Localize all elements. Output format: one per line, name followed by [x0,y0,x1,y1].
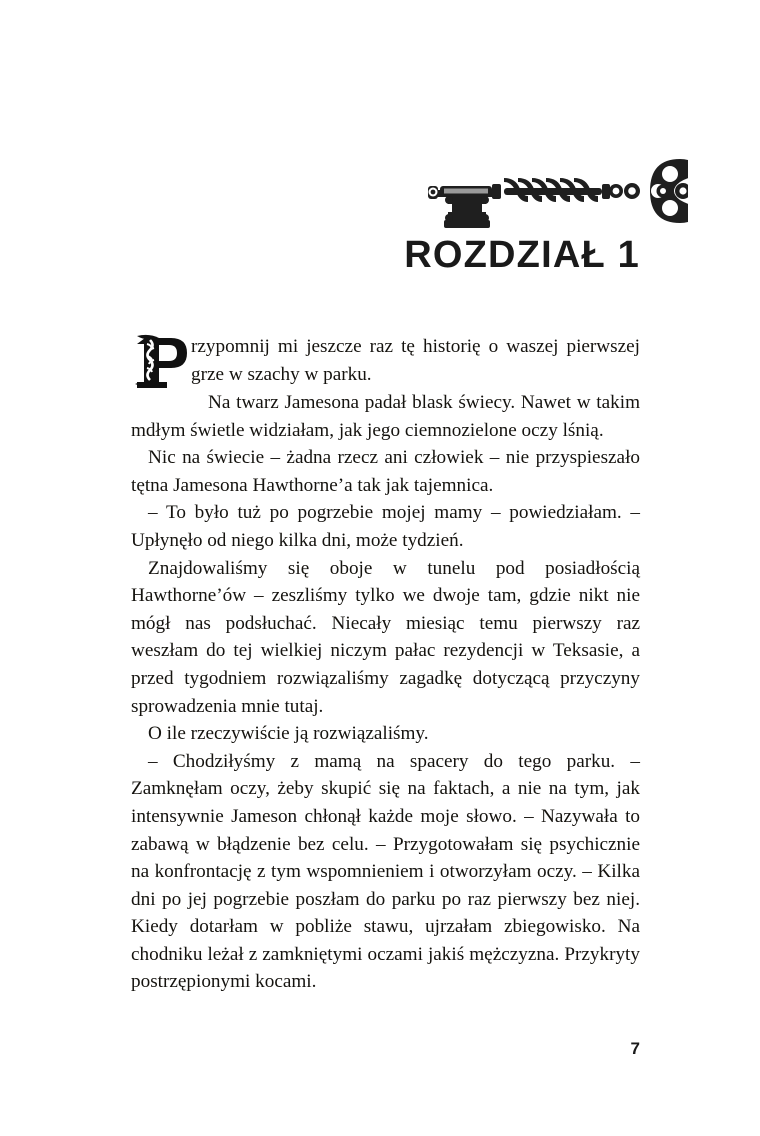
chapter-title: ROZDZIAŁ 1 [404,234,640,276]
paragraph: Nic na świecie – żadna rzecz ani człowiek – nie przyspieszało tętna Jamesona Hawthorne’a tak jak tajemnica. [131,447,640,496]
paragraph: – To było tuż po pogrzebie mojej mamy – powiedziałam. – Upłynęło od niego kilka dni, może tydzień. [131,502,640,551]
paragraph [131,333,640,389]
paragraph: – Chodziłyśmy z mamą na spacery do tego parku. – Zamknęłam oczy, żeby skupić się na faktach, a nie na tym, jak intensywnie Jameson chłonął każde moje słowo. – Nazywała to zabawą w błądzenie bez celu. – Przygotowałam się psychicznie na konfrontację z tym wspomnieniem i otworzyłam oczy. – Kilka dni po jej pogrzebie poszłam do parku po raz pierwszy bez niej. Kiedy dotarłam w pobliże stawu, ujrzałam zbiegowisko. Na chodniku leżał z zamkniętymi oczami jakiś mężczyzna. Przykryty postrzępionymi kocami. [131,750,640,993]
page-number: 7 [630,1039,640,1058]
drop-cap-p [131,334,189,390]
paragraph: Znajdowaliśmy się oboje w tunelu pod posiadłością Hawthorne’ów – zeszliśmy tylko we dwoje tam, gdzie nikt nie mógł nas podsłuchać. Niecały miesiąc temu pierwszy raz weszłam do tej wielkiej niczym pałac rezydencji w Teksasie, a przed tygodniem rozwiązaliśmy zagadkę dotyczącą przyczyny sprowadzenia mnie tutaj. [131,557,640,717]
antique-key-icon [418,152,688,244]
paragraph-text: rzypomnij mi jeszcze raz tę historię o waszej pierwszej grze w szachy w parku. [191,336,640,385]
paragraph: O ile rzeczywiście ją rozwiązaliśmy. [148,723,429,745]
paragraph: Na twarz Jamesona padał blask świecy. Nawet w takim mdłym świetle widziałam, jak jego ciemnozielone oczy lśnią. [131,392,640,441]
body-text [131,333,640,996]
